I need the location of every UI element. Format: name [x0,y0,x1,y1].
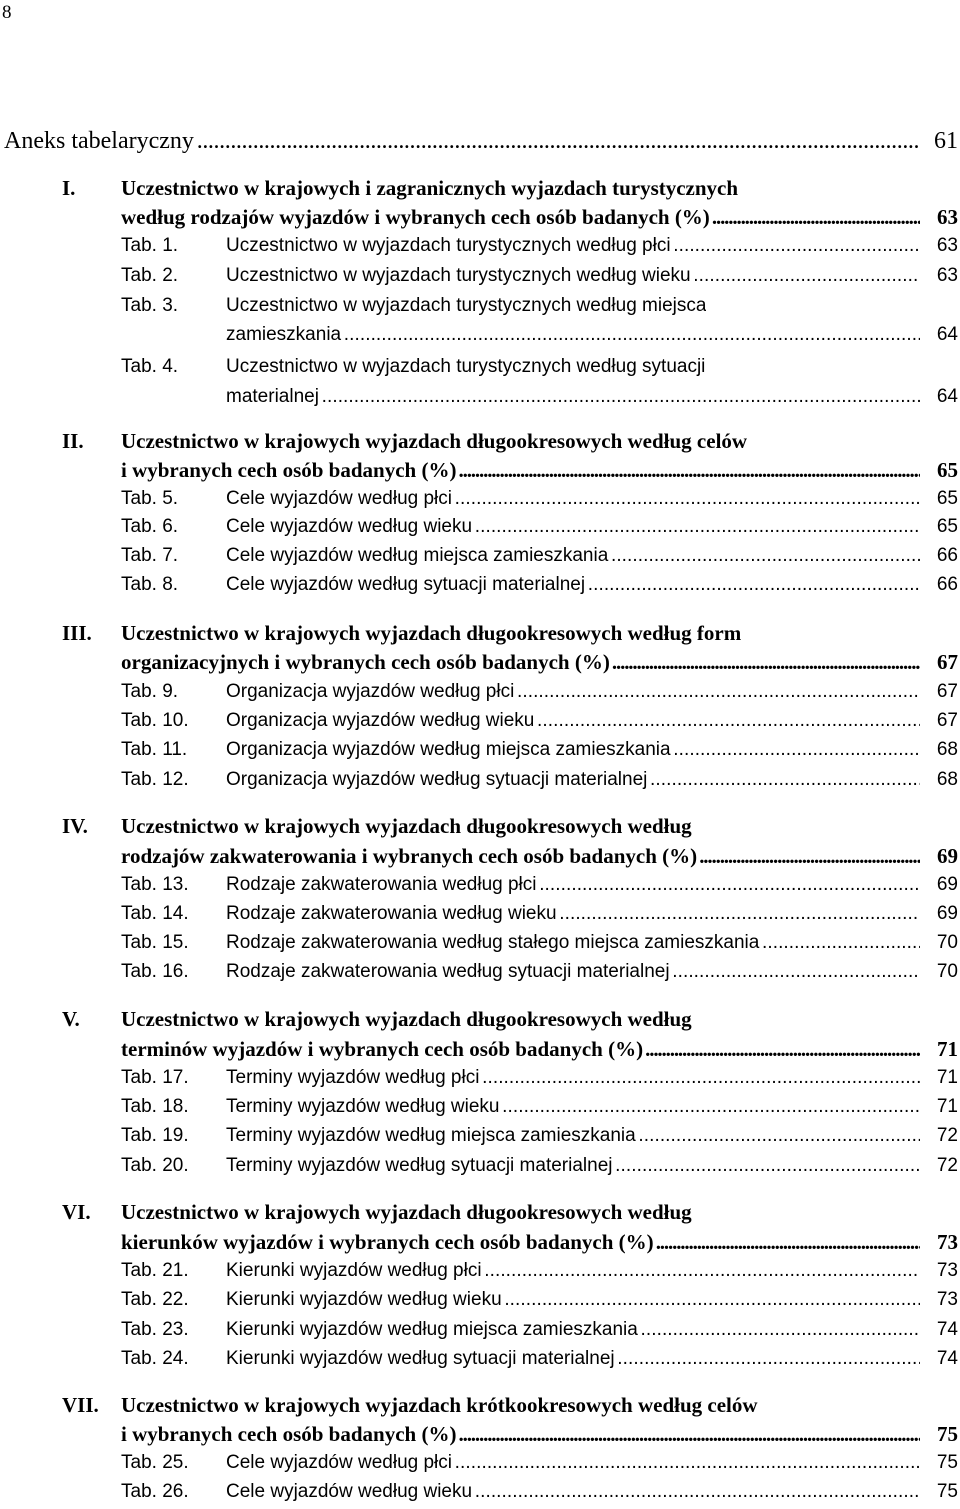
toc-entry-label: III. [62,621,92,645]
toc-entry-title: Organizacja wyjazdów według miejsca zamieszkania . . . [226,735,920,765]
toc-entry [0,1315,960,1345]
toc-entry-title: Uczestnictwo w krajowych wyjazdach długookresowych według form [121,621,742,645]
toc-entry-label: Tab. 13. [121,874,189,895]
toc-entry-title: Uczestnictwo w krajowych wyjazdach długookresowych według celów [121,429,748,453]
toc-entry-page: 69 [935,841,958,871]
toc-entry-title: Uczestnictwo w krajowych wyjazdach długookresowych według [121,1007,692,1031]
toc-entry [0,382,960,412]
toc-entry-page: 69 [935,870,958,900]
toc-entry-label: Tab. 20. [121,1155,189,1176]
toc-entry [0,512,960,542]
toc-entry-page: 70 [935,928,958,958]
toc-entry-title: zamieszkania . . . [226,320,920,350]
toc-entry-label: Tab. 10. [121,710,189,731]
toc-entry-label: Tab. 19. [121,1125,189,1146]
toc-entry-page: 72 [935,1151,958,1181]
toc-entry-title: Cele wyjazdów według płci . . . [226,1448,920,1478]
toc-entry-title: i wybranych cech osób badanych (%) . . . [121,455,920,485]
toc-entry-title: Cele wyjazdów według wieku . . . [226,512,920,542]
toc-entry-title: Kierunki wyjazdów według sytuacji materialnej . . . [226,1344,920,1374]
toc-entry-title: Uczestnictwo w krajowych wyjazdach długookresowych według [121,814,692,838]
toc-entry [0,677,960,707]
toc-entry [0,1004,960,1034]
toc-entry [0,647,960,677]
toc-entry-page: 74 [935,1315,958,1345]
toc-entry-title: Organizacja wyjazdów według płci . . . [226,677,920,707]
toc-entry [0,1227,960,1257]
toc-entry-label: Tab. 2. [121,265,179,286]
toc-entry-label: Tab. 26. [121,1481,189,1502]
toc-entry-label: Tab. 3. [121,295,179,316]
toc-entry [0,1419,960,1449]
toc-entry-title: Rodzaje zakwaterowania według wieku . . . [226,899,920,929]
toc-entry-label: VII. [62,1393,99,1417]
toc-entry [0,957,960,987]
toc-entry-label: Tab. 22. [121,1289,189,1310]
toc-entry-title: Terminy wyjazdów według płci . . . [226,1063,920,1093]
toc-entry-title: Cele wyjazdów według wieku . . . [226,1477,920,1507]
toc-entry-title: Uczestnictwo w krajowych wyjazdach krótkookresowych według celów [121,1393,758,1417]
toc-entry-title: Terminy wyjazdów według sytuacji materialnej . . . [226,1151,920,1181]
toc-entry [0,1390,960,1420]
toc-entry-title: Uczestnictwo w krajowych i zagranicznych wyjazdach turystycznych [121,176,739,200]
toc-entry-label: Tab. 4. [121,356,179,377]
toc-entry [0,765,960,795]
toc-entry-label: V. [62,1007,80,1031]
toc-entry-label: Tab. 17. [121,1067,189,1088]
page-number: 8 [2,2,12,23]
toc-entry-page: 65 [935,455,958,485]
toc-entry [0,1344,960,1374]
toc-entry-label: Tab. 14. [121,903,189,924]
toc-entry-title: Aneks tabelaryczny . . . [4,126,920,156]
toc-entry-label: Tab. 1. [121,235,179,256]
toc-entry-page: 68 [935,765,958,795]
toc-entry-title: kierunków wyjazdów i wybranych cech osób badanych (%) . . . [121,1227,920,1257]
toc-entry-page: 61 [934,128,958,154]
toc-entry-page: 66 [935,570,958,600]
toc-entry-label: Tab. 6. [121,516,179,537]
toc-entry-label: Tab. 8. [121,574,179,595]
toc-entry-label: Tab. 15. [121,932,189,953]
toc-entry [0,173,960,203]
toc-entry-title: Terminy wyjazdów według wieku . . . [226,1092,920,1122]
toc-entry-title: Uczestnictwo w wyjazdach turystycznych według sytuacji [226,356,706,377]
toc-entry-page: 64 [935,382,958,412]
toc-entry-page: 71 [935,1063,958,1093]
toc-entry [0,1063,960,1093]
toc-entry [0,618,960,648]
toc-entry-title: Organizacja wyjazdów według sytuacji materialnej . . . [226,765,920,795]
toc-entry-label: Tab. 5. [121,488,179,509]
toc-entry-title: Kierunki wyjazdów według płci . . . [226,1256,920,1286]
toc-entry-title: terminów wyjazdów i wybranych cech osób badanych (%) . . . [121,1034,920,1064]
toc-entry-label: Tab. 18. [121,1096,189,1117]
toc-entry [0,811,960,841]
toc-entry-page: 72 [935,1121,958,1151]
toc-entry [0,1034,960,1064]
toc-entry [0,202,960,232]
toc-entry-page: 67 [935,706,958,736]
toc-entry-page: 75 [935,1477,958,1507]
toc-entry-page: 65 [935,512,958,542]
toc-entry-title: Cele wyjazdów według płci . . . [226,484,920,514]
toc-entry-label: Tab. 24. [121,1348,189,1369]
toc-entry-title: Rodzaje zakwaterowania według płci . . . [226,870,920,900]
toc-entry [0,320,960,350]
toc-entry-title: Uczestnictwo w wyjazdach turystycznych według miejsca [226,295,707,316]
toc-entry-title: Cele wyjazdów według sytuacji materialnej . . . [226,570,920,600]
toc-entry-page: 73 [935,1227,958,1257]
toc-entry [0,291,960,321]
toc-entry [0,484,960,514]
toc-entry [0,735,960,765]
toc-entry-page: 74 [935,1344,958,1374]
toc-entry-page: 64 [935,320,958,350]
toc-entry-page: 75 [935,1448,958,1478]
toc-entry [0,541,960,571]
toc-entry [0,1151,960,1181]
toc-entry-page: 73 [935,1285,958,1315]
toc-entry-page: 68 [935,735,958,765]
toc-entry-page: 66 [935,541,958,571]
toc-entry [0,1285,960,1315]
toc-entry-title: Terminy wyjazdów według miejsca zamieszkania . . . [226,1121,920,1151]
toc-entry [0,1092,960,1122]
toc-entry-title: Uczestnictwo w wyjazdach turystycznych według płci . . . [226,231,920,261]
toc-entry-title: Cele wyjazdów według miejsca zamieszkania . . . [226,541,920,571]
toc-entry-page: 67 [935,647,958,677]
toc-entry-page: 63 [935,261,958,291]
toc-entry-title: materialnej . . . [226,382,920,412]
toc-entry-title: Kierunki wyjazdów według wieku . . . [226,1285,920,1315]
toc-entry-label: Tab. 7. [121,545,179,566]
toc-entry-title: organizacyjnych i wybranych cech osób badanych (%) . . . [121,647,920,677]
toc-entry-page: 63 [935,231,958,261]
toc-entry [0,261,960,291]
toc-entry-page: 67 [935,677,958,707]
toc-entry [0,570,960,600]
toc-entry [0,870,960,900]
toc-entry-title: Rodzaje zakwaterowania według sytuacji materialnej . . . [226,957,920,987]
toc-entry-label: Tab. 12. [121,769,189,790]
toc-entry-page: 63 [935,202,958,232]
toc-entry-label: Tab. 23. [121,1319,189,1340]
toc-entry-page: 71 [935,1092,958,1122]
toc-entry [0,841,960,871]
toc-entry-label: Tab. 25. [121,1452,189,1473]
toc-entry [0,1477,960,1507]
toc-entry-label: VI. [62,1200,91,1224]
toc-entry-page: 70 [935,957,958,987]
toc-entry-title: rodzajów zakwaterowania i wybranych cech osób badanych (%) . . . [121,841,920,871]
toc-entry-page: 75 [935,1419,958,1449]
toc-entry [0,1121,960,1151]
toc-entry-label: Tab. 21. [121,1260,189,1281]
toc-entry-label: Tab. 16. [121,961,189,982]
toc-entry [0,928,960,958]
toc-entry-title: Rodzaje zakwaterowania według stałego miejsca zamieszkania . . . [226,928,920,958]
toc-entry-title: Organizacja wyjazdów według wieku . . . [226,706,920,736]
toc-entry [0,706,960,736]
toc-entry-title: Uczestnictwo w wyjazdach turystycznych według wieku . . . [226,261,920,291]
toc-entry [0,455,960,485]
toc-entry-page: 69 [935,899,958,929]
toc-entry-title: Kierunki wyjazdów według miejsca zamieszkania . . . [226,1315,920,1345]
toc-entry-label: I. [62,176,76,200]
toc-entry-label: Tab. 11. [121,739,188,760]
toc-entry-page: 65 [935,484,958,514]
toc-entry-title: według rodzajów wyjazdów i wybranych cech osób badanych (%) . . . [121,202,920,232]
toc-entry-label: Tab. 9. [121,681,179,702]
toc-entry [0,1448,960,1478]
toc-entry-title: i wybranych cech osób badanych (%) . . . [121,1419,920,1449]
toc-entry-label: IV. [62,814,88,838]
toc-entry [0,126,960,156]
toc-entry [0,1197,960,1227]
toc-entry [0,899,960,929]
toc-entry-label: II. [62,429,84,453]
toc-entry [0,231,960,261]
toc-entry [0,1256,960,1286]
toc-entry-page: 71 [935,1034,958,1064]
toc-entry-page: 73 [935,1256,958,1286]
toc-entry [0,426,960,456]
toc-entry [0,352,960,382]
toc-entry-title: Uczestnictwo w krajowych wyjazdach długookresowych według [121,1200,692,1224]
